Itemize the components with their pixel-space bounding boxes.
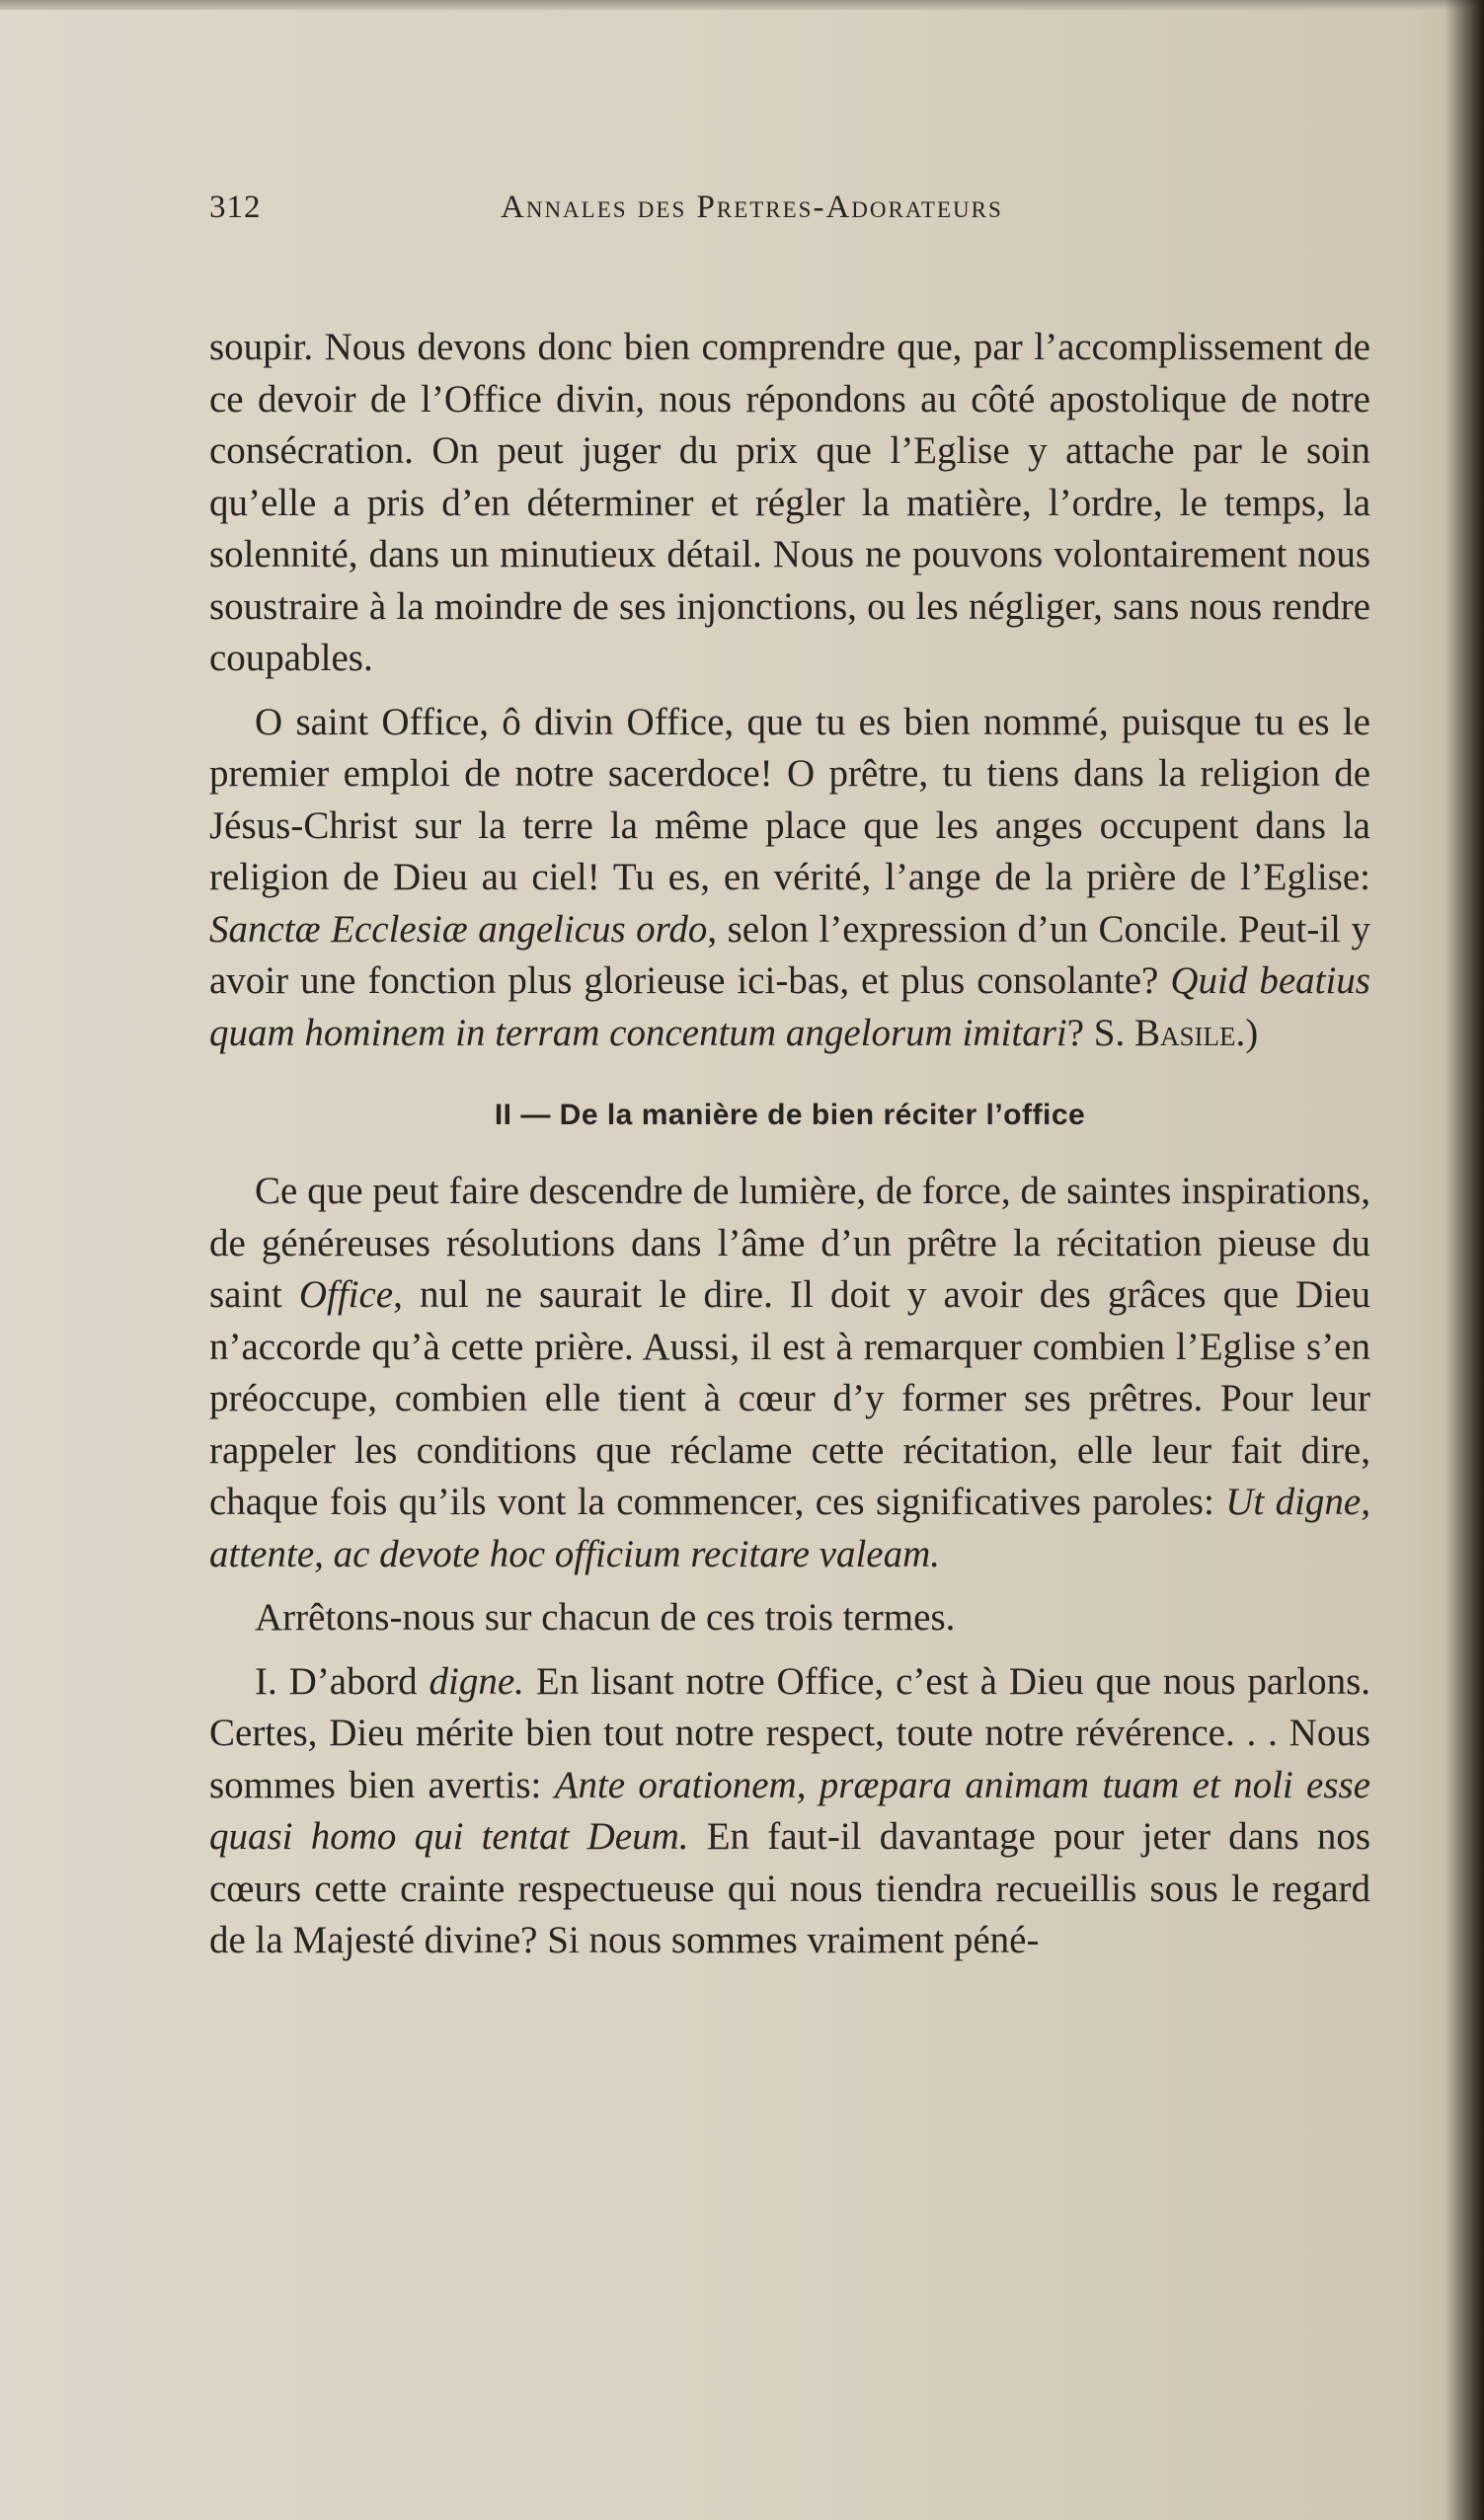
paragraph-2-text-g: .) xyxy=(1235,1011,1259,1054)
author-basile: Basile xyxy=(1134,1011,1236,1054)
latin-quote-ut-digne: Ut digne, attente, ac devote hoc officium recitare valeam. xyxy=(209,1481,1370,1575)
paragraph-2-text-c: , selon l’expression d’un Concile. Peut-il y avoir une fonction plus glorieuse ici-bas, et plus consolante? xyxy=(209,907,1370,1002)
page-top-edge xyxy=(0,0,1484,10)
word-digne-italic: digne. xyxy=(429,1659,524,1703)
latin-quote-sanctae: Sanctæ Ecclesiæ angelicus ordo xyxy=(209,907,708,951)
page-spine-shadow xyxy=(1445,0,1484,2520)
paragraph-5-text-e: En faut-il davantage pour jeter dans nos cœurs cette crainte respectueuse qui nous tiendra recueillis sous le regard de la Majesté divine? Si nous sommes vraiment péné- xyxy=(209,1815,1371,1961)
paragraph-1 xyxy=(209,322,1370,685)
body-text xyxy=(209,322,1370,1967)
section-heading: II — De la manière de bien réciter l’office xyxy=(494,1099,1086,1131)
page-number: 312 xyxy=(209,190,262,225)
latin-quote-ante-orationem: Ante orationem, præpara animam tuam et noli esse quasi homo qui tentat Deum. xyxy=(209,1763,1370,1858)
paragraph-2-text-e: ? S. xyxy=(1066,1011,1134,1054)
paragraph-2-text-a: O saint Office, ô divin Office, que tu es bien nommé, puisque tu es le premier emploi de notre sacerdoce! O prêtre, tu tiens dans la religion de Jésus-Christ sur la terre la même place que les anges occupent dans la religion de Dieu au ciel! Tu es, en vérité, l’ange de la prière de l’Eglise: xyxy=(209,700,1370,898)
paragraph-5 xyxy=(209,1656,1370,1967)
running-head xyxy=(209,190,1374,237)
paragraph-2 xyxy=(209,697,1370,1060)
running-title: Annales des Pretres-Adorateurs xyxy=(501,190,1003,225)
paragraph-3-text-c: , nul ne saurait le dire. Il doit y avoir des grâces que Dieu n’accorde qu’à cette prière. Aussi, il est à remarquer combien l’Eglise s’en préoccupe, combien elle tient à cœur d’y former ses prêtres. Pour leur rappeler les conditions que réclame cette récitation, elle leur fait dire, chaque fois qu’ils vont la commencer, ces significatives paroles: xyxy=(209,1273,1370,1523)
latin-quote-quid-beatius: Quid beatius quam hominem in terram concentum angelorum imitari xyxy=(209,959,1370,1054)
paragraph-3-text-a: Ce que peut faire descendre de lumière, de force, de saintes inspirations, de généreuses résolutions dans l’âme d’un prêtre la récitation pieuse du saint xyxy=(209,1170,1370,1316)
paragraph-5-text-c: En lisant notre Office, c’est à Dieu que nous parlons. Certes, Dieu mérite bien tout notre respect, toute notre révérence. . . Nous sommes bien avertis: xyxy=(209,1659,1370,1806)
paragraph-1-text: soupir. Nous devons donc bien comprendre que, par l’accomplissement de ce devoir de l’Office divin, nous répondons au côté apostolique de notre consécration. On peut juger du prix que l’Eglise y attache par le soin qu’elle a pris d’en déterminer et régler la matière, l’ordre, le temps, la solennité, dans un minutieux détail. Nous ne pouvons volontairement nous soustraire à la moindre de ses injonctions, ou les négliger, sans nous rendre coupables. xyxy=(209,326,1370,679)
paragraph-5-text-a: I. D’abord xyxy=(255,1659,430,1703)
paragraph-3 xyxy=(209,1166,1370,1580)
paragraph-4-text: Arrêtons-nous sur chacun de ces trois termes. xyxy=(255,1596,956,1639)
word-office-italic: Office xyxy=(298,1273,394,1316)
paragraph-4 xyxy=(209,1592,1370,1644)
